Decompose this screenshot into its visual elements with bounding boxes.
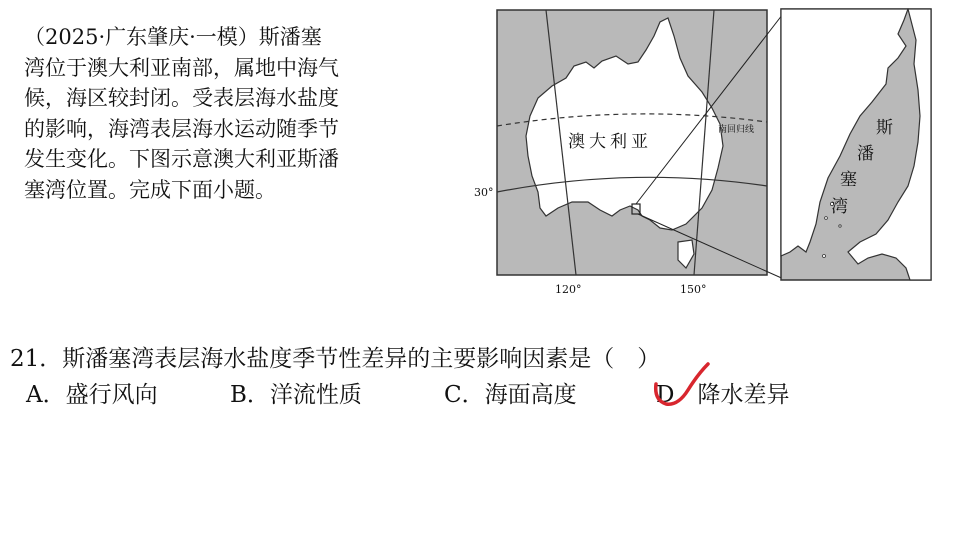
inset-gulf-label: 潘 [857, 144, 874, 164]
option-b[interactable]: B．洋流性质 [230, 382, 362, 408]
option-c[interactable]: C．海面高度 [444, 382, 577, 408]
lon-150-label: 150° [680, 283, 707, 296]
passage-line: 塞湾位置。完成下面小题。 [24, 177, 276, 202]
option-d[interactable]: D．降水差异 [656, 382, 790, 408]
inset-gulf-label: 塞 [840, 170, 857, 190]
check-mark-icon [650, 360, 720, 410]
lat-30-label: 30° [474, 186, 494, 199]
passage-line: （2025·广东肇庆·一模）斯潘塞 [24, 25, 322, 49]
inset-gulf-label: 斯 [876, 118, 893, 138]
passage-line: 湾位于澳大利亚南部，属地中海气 [24, 55, 339, 80]
passage-line: 候，海区较封闭。受表层海水盐度 [24, 86, 339, 110]
option-a[interactable]: A．盛行风向 [26, 382, 158, 408]
passage-line: 的影响，海湾表层海水运动随季节 [24, 116, 339, 141]
passage-line: 发生变化。下图示意澳大利亚斯潘 [24, 147, 339, 171]
lon-120-label: 120° [555, 283, 582, 296]
question-passage [24, 22, 464, 205]
answer-options [26, 376, 846, 406]
country-label: 澳大利亚 [568, 132, 652, 152]
inset-gulf-label: 湾 [831, 197, 848, 217]
question-stem: 21．斯潘塞湾表层海水盐度季节性差异的主要影响因素是（ ） [10, 346, 661, 372]
australia-spencer-gulf-map [468, 6, 938, 302]
tropic-label: 南回归线 [718, 125, 755, 135]
